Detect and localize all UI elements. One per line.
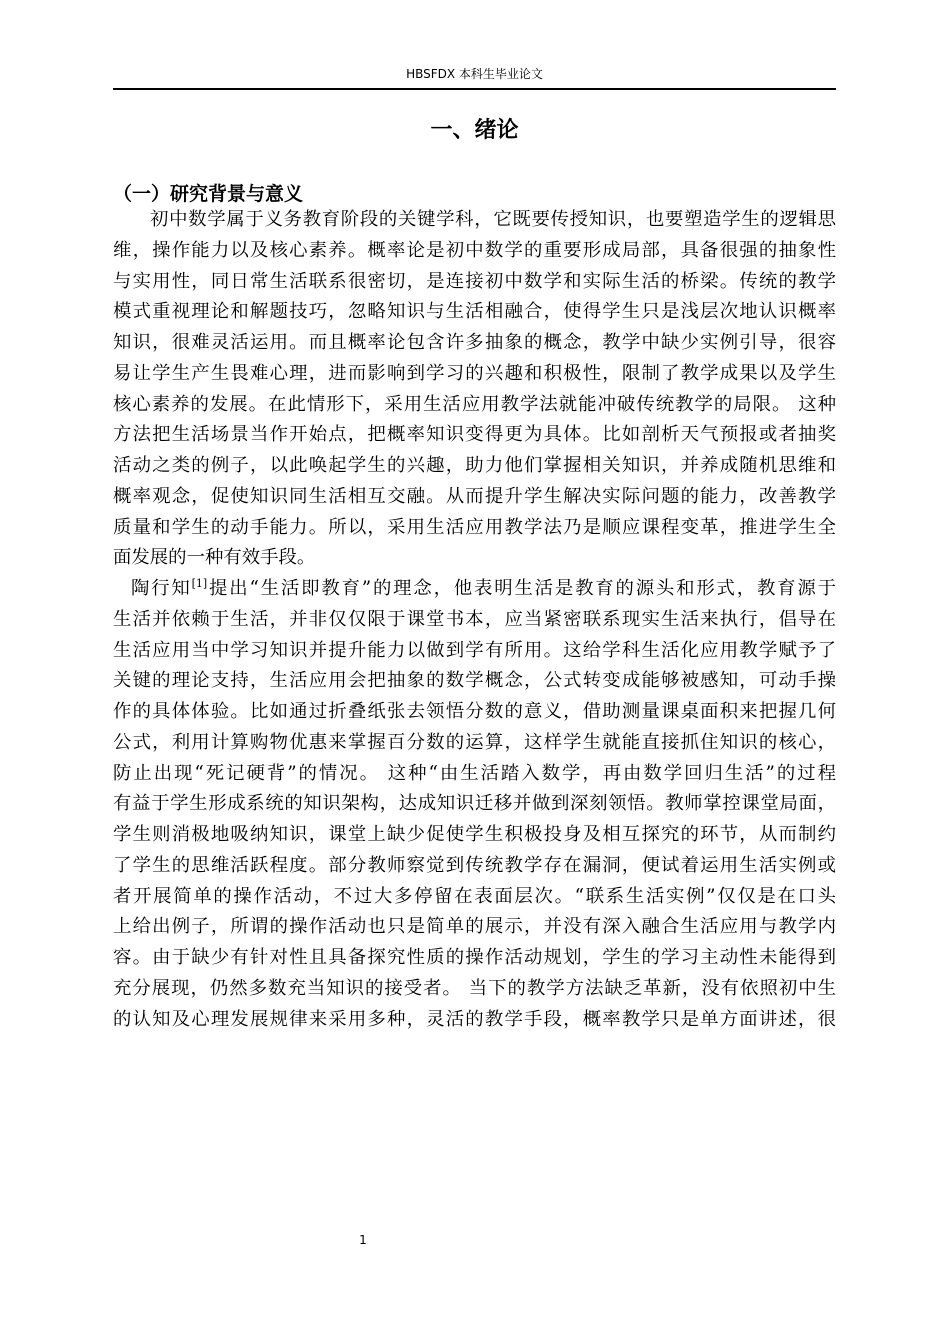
text-line: 模式重视理论和解题技巧，忽略知识与生活相融合，使得学生只是浅层次地认识概率 [113,301,836,323]
text-span: 提出“生活即教育”的理念，他表明生活是教育的源头和形式，教育源于 [207,578,836,599]
text-line: 有益于学生形成系统的知识架构，达成知识迁移并做到深刻领悟。教师掌控课堂局面， [113,793,836,815]
text-line: 防止出现“死记硬背”的情况。 这种“由生活踏入数学，再由数学回归生活”的过程 [113,762,836,784]
text-line: 初中数学属于义务教育阶段的关键学科，它既要传授知识，也要塑造学生的逻辑思 [150,209,836,230]
author-name: 陶行知 [131,578,192,599]
text-line: 知识，很难灵活运用。而且概率论包含许多抽象的概念，教学中缺少实例引导，很容 [113,332,836,353]
text-line: 易让学生产生畏难心理，进而影响到学习的兴趣和积极性，限制了教学成果以及学生 [113,362,836,384]
text-line: 者开展简单的操作活动，不过大多停留在表面层次。“联系生活实例”仅仅是在口头 [113,885,836,907]
text-line: 关键的理论支持，生活应用会把抽象的数学概念，公式转变成能够被感知，可动手操 [113,670,836,692]
chapter-title: 一、绪论 [430,118,519,143]
text-line: 的认知及心理发展规律来采用多种，灵活的教学手段，概率教学只是单方面讲述，很 [113,1008,836,1030]
text-line: 方法把生活场景当作开始点，把概率知识变得更为具体。比如剖析天气预报或者抽奖 [113,424,836,446]
text-line: 了学生的思维活跃程度。部分教师察觉到传统教学存在漏洞，便试着运用生活实例或 [113,854,836,876]
text-line: 维，操作能力以及核心素养。概率论是初中数学的重要形成局部，具备很强的抽象性 [113,239,836,261]
text-line: 质量和学生的动手能力。所以，采用生活应用教学法乃是顺应课程变革，推进学生全 [113,516,836,538]
paragraph-1 [113,205,836,574]
text-line: 充分展现，仍然多数充当知识的接受者。 当下的教学方法缺乏革新，没有依照初中生 [113,977,836,999]
text-line: 生活应用当中学习知识并提升能力以做到学有所用。这给学科生活化应用教学赋予了 [113,639,836,661]
text-line: 活动之类的例子，以此唤起学生的兴趣，助力他们掌握相关知识，并养成随机思维和 [113,455,836,476]
text-line: 学生则消极地吸纳知识，课堂上缺少促使学生积极投身及相互探究的环节，从而制约 [113,824,836,845]
body-text [113,205,836,1035]
text-line: 公式，利用计算购物优惠来掌握百分数的运算，这样学生就能直接抓住知识的核心， [113,731,836,753]
text-line: 容。由于缺少有针对性且具备探究性质的操作活动规划，学生的学习主动性未能得到 [113,947,836,968]
section-title: （一）研究背景与意义 [113,183,304,205]
paragraph-2 [113,574,836,1035]
text-line: 生活并依赖于生活，并非仅仅限于课堂书本，应当紧密联系现实生活来执行，倡导在 [113,608,836,630]
text-line: 上给出例子，所谓的操作活动也只是简单的展示，并没有深入融合生活应用与教学内 [113,916,836,938]
text-line: 与实用性，同日常生活联系很密切，是连接初中数学和实际生活的桥梁。传统的教学 [113,270,836,292]
text-line [113,574,836,605]
page-number: 1 [359,1233,367,1247]
text-line: 核心素养的发展。在此情形下，采用生活应用教学法就能冲破传统教学的局限。 这种 [113,393,836,415]
text-line: 作的具体体验。比如通过折叠纸张去领悟分数的意义，借助测量课桌面积来把握几何 [113,701,836,722]
page-header: HBSFDX 本科生毕业论文 [113,64,836,90]
text-line: 面发展的一种有效手段。 [113,547,316,569]
citation-reference[interactable]: [1] [191,577,208,590]
text-line: 概率观念，促使知识同生活相互交融。从而提升学生解决实际问题的能力，改善教学 [113,485,836,507]
